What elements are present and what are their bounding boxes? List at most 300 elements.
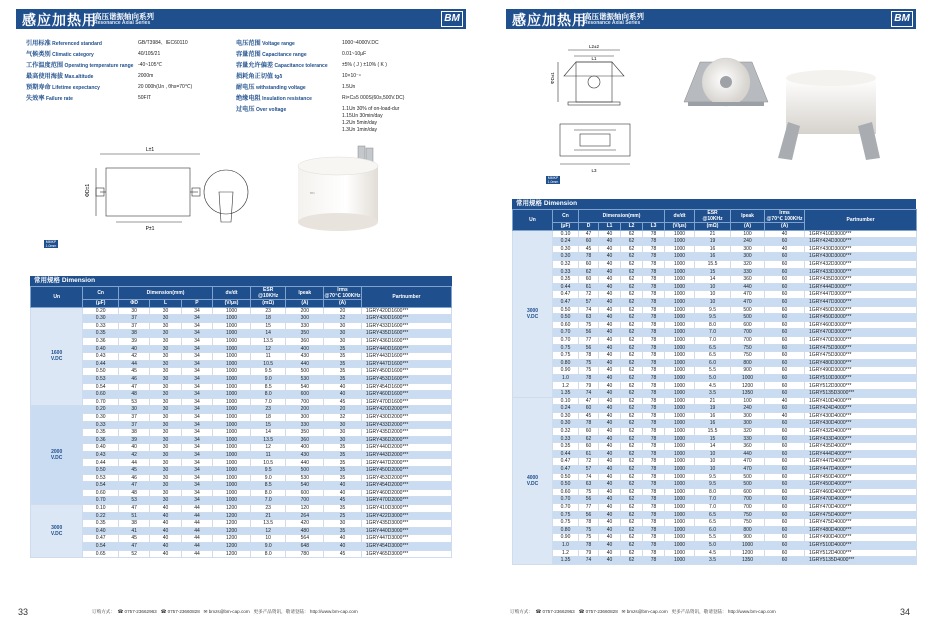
table-cell: 0.44 [83,459,119,467]
table-cell: 1000 [665,428,695,436]
table-cell: 60 [765,359,805,367]
table-cell: 1000 [665,230,695,238]
table-cell: 9.0 [250,474,286,482]
table-cell: 47 [118,505,149,513]
table-cell: 0.24 [553,405,579,413]
spec-label-en: Lifetime expectancy [52,85,100,91]
table-cell: 60 [765,321,805,329]
table-cell: 30 [150,497,181,505]
table-cell: 1350 [731,557,765,565]
header-title: 感应加热用 [22,13,97,29]
part-number-cell: 1GRY454D1600*** [361,383,451,391]
dim-label-l3: L3 [591,168,597,173]
spec-label-en: Referenced standard [52,41,102,47]
table-cell: 7.0 [695,336,731,344]
table-cell: 40 [765,412,805,420]
table-cell: 62 [621,382,643,390]
table-cell: 30 [150,429,181,437]
part-number-cell: 1GRY453D1600*** [361,375,451,383]
table-cell: 40 [599,321,621,329]
table-cell: 30 [150,330,181,338]
spec-label-cn: 容量范围 [236,51,261,58]
table-row [31,345,452,353]
table-cell: 1000 [665,344,695,352]
dim-label-l2: L2±2 [589,44,599,49]
table-cell: 1000 [665,336,695,344]
table-cell: 120 [286,505,324,513]
table-cell: 78 [643,473,665,481]
table-cell: 900 [731,367,765,375]
table-cell: 10 [695,458,731,466]
table-cell: 40 [599,549,621,557]
table-cell: 0.33 [83,322,119,330]
table-cell: 62 [621,541,643,549]
table-cell: 264 [286,512,324,520]
th-l2: L2 [621,223,643,231]
table-cell: 0.43 [83,353,119,361]
table-cell: 1000 [213,489,251,497]
footer-website[interactable]: http://www.bm-cap.com [309,609,358,614]
table-row [31,398,452,406]
table-cell: 0.47 [553,291,579,299]
table-cell: 0.40 [83,444,119,452]
table-cell: 0.75 [553,344,579,352]
table-cell: 800 [731,526,765,534]
spec-label-cn: 电压范围 [236,40,261,47]
footer-label: 订购方式： [510,609,533,614]
part-number-cell: 1GRY5135D3000*** [805,390,917,398]
table-cell: 60 [579,276,599,284]
voltage-value: 2000 [51,449,63,456]
table-cell: 20 [324,307,362,315]
table-cell: 30 [150,315,181,323]
part-number-cell: 1GRY433D1600*** [361,322,451,330]
table-cell: 1000 [665,534,695,542]
table-cell: 14 [250,429,286,437]
table-cell: 600 [286,489,324,497]
table-cell: 78 [643,428,665,436]
table-cell: 62 [621,245,643,253]
footer-email[interactable]: ✉ bmzs@bm-cap.com [203,609,250,614]
table-cell: 0.47 [553,298,579,306]
table-cell: 60 [765,253,805,261]
table-row [513,298,917,306]
spec-label [26,63,133,69]
table-cell: 1200 [213,505,251,513]
table-cell: 60 [765,450,805,458]
table-cell: 62 [621,443,643,451]
spec-label-cn: 气候类别 [26,51,51,58]
part-number-cell: 1GRY433D3000*** [805,268,917,276]
footer-website[interactable]: http://www.bm-cap.com [727,609,776,614]
table-cell: 1.2 [553,382,579,390]
table-cell: 470 [731,291,765,299]
th-esr [695,210,731,223]
capacitor-front-outline [576,62,612,102]
table-cell: 100 [731,397,765,405]
spec-row [26,40,188,48]
table-cell: 30 [150,489,181,497]
table-cell: 15.5 [695,428,731,436]
voltage-value: 3000 [526,307,539,314]
table-cell: 60 [765,496,805,504]
table-cell: 78 [643,336,665,344]
table-cell: 45 [118,535,149,543]
table-cell: 44 [181,512,212,520]
table-cell: 8.0 [250,391,286,399]
dim-label-l1: L1 [591,56,597,61]
table-cell: 60 [579,238,599,246]
voltage-value: 1600 [51,350,63,357]
dim-label-top: L±1 [145,147,155,153]
part-number-cell: 1GRY447D4000*** [805,458,917,466]
voltage-group-cell [31,505,83,558]
spec-label [236,74,282,80]
table-cell: 35 [324,444,362,452]
table-cell: 19 [695,405,731,413]
table-cell: 1000 [665,352,695,360]
table-cell: 1000 [213,391,251,399]
part-number-cell: 1GRY430D4000*** [805,420,917,428]
table-cell: 34 [181,406,212,414]
table-cell: 5.0 [695,541,731,549]
table-row [513,458,917,466]
table-cell: 37 [118,322,149,330]
table-cell: 60 [765,488,805,496]
table-cell: 30 [118,307,149,315]
table-cell: 30 [324,330,362,338]
table-cell: 1000 [665,405,695,413]
table-cell: 1000 [213,337,251,345]
th-partnumber: Partnumber [361,287,451,308]
table-cell: 1000 [213,360,251,368]
part-number-cell: 1GRY447D4000*** [805,466,917,474]
table-row [513,496,917,504]
voltage-unit: V.DC [50,455,63,462]
table-cell: 40 [599,557,621,565]
spec-label-cn: 最高使用海拔 [26,73,64,80]
brand-logo: BM [891,11,913,27]
table-cell: 1200 [213,550,251,558]
table-cell: 40 [599,283,621,291]
table-cell: 78 [643,390,665,398]
table-cell: 40 [599,344,621,352]
table-cell: 30 [324,429,362,437]
table-cell: 78 [643,420,665,428]
footer-right [510,609,776,615]
part-number-cell: 1GRY490D4000*** [805,534,917,542]
table-cell: 240 [731,405,765,413]
table-cell: 0.60 [83,391,119,399]
spec-label-cn: 容量允许偏差 [236,62,274,69]
table-cell: 34 [181,398,212,406]
spec-value: Ri×C≥5 000S(60s,500V.DC) [342,95,405,101]
part-number-cell: 1GRY450D4000*** [805,481,917,489]
part-number-cell: 1GRY470D1600*** [361,398,451,406]
table-cell: 360 [286,337,324,345]
table-cell: 0.90 [553,534,579,542]
table-cell: 0.40 [83,527,119,535]
table-row [513,329,917,337]
table-cell: 0.24 [553,238,579,246]
table-cell: 6.5 [695,344,731,352]
table-cell: 60 [579,405,599,413]
table-cell: 45 [324,398,362,406]
table-cell: 330 [731,435,765,443]
table-cell: 15.5 [695,260,731,268]
table-cell: 78 [643,374,665,382]
table-cell: 30 [118,406,149,414]
table-cell: 78 [643,329,665,337]
part-number-cell: 1GRY433D2000*** [361,421,451,429]
table-cell: 78 [643,291,665,299]
table-cell: 62 [621,405,643,413]
header-subtitle-cn: 高压谐振轴向系列 [584,12,644,21]
spec-value: 20 000h(Un , θhs=70℃) [138,84,193,90]
table-cell: 30 [150,391,181,399]
part-number-cell: 1GRY470D3000*** [805,329,917,337]
table-cell: 47 [579,230,599,238]
table-cell: 1000 [665,260,695,268]
table-cell: 1000 [665,488,695,496]
table-cell: 34 [181,467,212,475]
table-cell: 62 [621,230,643,238]
table-cell: 75 [579,359,599,367]
table-cell: 8.5 [250,383,286,391]
table-cell: 63 [579,481,599,489]
table-cell: 74 [579,473,599,481]
table-cell: 530 [286,375,324,383]
table-cell: 480 [286,527,324,535]
table-cell: 40 [599,291,621,299]
table-cell: 60 [765,260,805,268]
table-cell: 62 [621,306,643,314]
table-cell: 40 [599,435,621,443]
table-cell: 40 [599,541,621,549]
table-cell: 1000 [213,353,251,361]
table-cell: 60 [765,314,805,322]
table-cell: 10 [695,466,731,474]
part-number-cell: 1GRY454D3000*** [361,543,451,551]
table-cell: 45 [118,368,149,376]
table-cell: 39 [118,436,149,444]
table-cell: 1000 [665,276,695,284]
table-cell: 0.22 [83,512,119,520]
table-cell: 40 [599,268,621,276]
table-cell: 5.5 [695,534,731,542]
table-cell: 30 [324,337,362,345]
part-number-cell: 1GRY443D1600*** [361,353,451,361]
spec-label-cn: 失效率 [26,95,45,102]
table-cell: 62 [621,503,643,511]
table-cell: 0.44 [83,360,119,368]
table-cell: 1000 [665,321,695,329]
table-cell: 42 [118,353,149,361]
th-esr-unit: (mΩ) [695,223,731,231]
table-cell: 0.32 [553,428,579,436]
table-cell: 35 [324,345,362,353]
table-cell: 430 [286,353,324,361]
part-number-cell: 1GRY430D1600*** [361,315,451,323]
table-cell: 30 [324,436,362,444]
table-cell: 40 [599,367,621,375]
table-cell: 648 [286,543,324,551]
table-cell: 360 [286,436,324,444]
table-row [31,322,452,330]
table-cell: 0.30 [553,412,579,420]
table-cell: 62 [621,321,643,329]
voltage-group-cell [513,230,553,397]
table-cell: 600 [731,488,765,496]
table-cell: 300 [286,413,324,421]
table-row [513,291,917,299]
table-row [31,550,452,558]
header-subtitle-en: Resonance Axial Series [584,20,641,26]
table-cell: 13.5 [250,436,286,444]
table-cell: 1000 [665,420,695,428]
table-cell: 62 [621,367,643,375]
spec-row [236,51,367,59]
table-cell: 40 [324,489,362,497]
spec-row [26,51,161,59]
spec-label-en: Insulation resistance [262,96,312,102]
table-cell: 470 [731,458,765,466]
footer-email[interactable]: ✉ bmzs@bm-cap.com [621,609,668,614]
table-cell: 78 [643,283,665,291]
table-cell: 56 [579,344,599,352]
table-cell: 62 [621,557,643,565]
table-cell: 53 [118,398,149,406]
table-row [513,412,917,420]
table-cell: 1000 [665,291,695,299]
table-cell: 9.5 [695,473,731,481]
table-cell: 30 [150,337,181,345]
table-row [31,467,452,475]
table-cell: 1200 [213,520,251,528]
spec-label-en: Capacitance tolerance [274,63,328,69]
table-cell: 0.54 [83,383,119,391]
table-cell: 40 [150,512,181,520]
table-cell: 0.10 [553,230,579,238]
table-cell: 61 [579,283,599,291]
table-cell: 40 [150,535,181,543]
table-cell: 78 [643,435,665,443]
table-cell: 32 [324,315,362,323]
table-cell: 500 [731,306,765,314]
part-number-cell: 1GRY424D4000*** [805,405,917,413]
spec-value: GB/T3984、IEC60110 [138,40,188,46]
table-cell: 30 [150,368,181,376]
table-cell: 1.0 [553,541,579,549]
table-cell: 500 [286,368,324,376]
table-cell: 1000 [213,307,251,315]
table-cell: 40 [599,359,621,367]
table-cell: 1000 [665,541,695,549]
table-cell: 72 [579,291,599,299]
table-row [513,238,917,246]
th-l1: L1 [599,223,621,231]
table-cell: 0.30 [553,245,579,253]
table-cell: 32 [324,413,362,421]
table-cell: 0.33 [553,268,579,276]
table-cell: 62 [621,473,643,481]
part-number-cell: 1GRY450D3000*** [805,314,917,322]
table-cell: 56 [579,511,599,519]
table-cell: 47 [118,543,149,551]
table-cell: 800 [731,359,765,367]
capacitor-drawing [80,140,260,240]
table-row [31,391,452,399]
table-cell: 40 [599,534,621,542]
table-cell: 34 [181,360,212,368]
page-header [16,9,466,29]
table-cell: 60 [765,276,805,284]
table-cell: 0.70 [83,398,119,406]
table-cell: 0.35 [553,276,579,284]
section-title-en: Dimension [543,200,578,207]
table-cell: 4.5 [695,549,731,557]
th-irms-unit: (A) [324,300,362,308]
table-cell: 1000 [665,314,695,322]
spec-label [236,107,286,113]
table-cell: 500 [286,467,324,475]
table-cell: 10 [695,291,731,299]
th-dvdt: dv/dt [665,210,695,223]
table-cell: 78 [643,443,665,451]
table-cell: 0.33 [553,435,579,443]
table-cell: 38 [118,429,149,437]
table-cell: 0.44 [553,450,579,458]
table-cell: 60 [765,283,805,291]
part-number-cell: 1GRY447D3000*** [805,298,917,306]
table-cell: 60 [765,481,805,489]
table-row [513,359,917,367]
table-cell: 23 [250,505,286,513]
table-cell: 1000 [213,497,251,505]
table-cell: 75 [579,321,599,329]
table-cell: 78 [643,344,665,352]
spec-label [236,52,307,58]
table-cell: 78 [643,268,665,276]
table-cell: 62 [579,268,599,276]
table-row [31,482,452,490]
part-number-cell: 1GRY436D2000*** [361,436,451,444]
table-cell: 78 [579,519,599,527]
table-cell: 540 [286,482,324,490]
table-cell: 60 [765,541,805,549]
table-cell: 60 [765,298,805,306]
table-cell: 78 [643,382,665,390]
table-cell: 78 [579,374,599,382]
page-header [506,9,916,29]
table-cell: 1350 [731,390,765,398]
table-cell: 44 [181,535,212,543]
table-cell: 700 [731,336,765,344]
part-number-cell: 1GRY460D1600*** [361,391,451,399]
table-cell: 53 [118,497,149,505]
table-cell: 470 [731,466,765,474]
table-cell: 0.36 [83,436,119,444]
table-cell: 40 [765,230,805,238]
table-cell: 8.0 [695,321,731,329]
table-cell: 30 [150,383,181,391]
spec-label [236,63,328,69]
table-cell: 6.0 [695,359,731,367]
table-cell: 1000 [213,330,251,338]
table-cell: 40 [599,420,621,428]
spec-label-cn: 过电压 [236,106,255,113]
table-cell: 0.80 [553,526,579,534]
